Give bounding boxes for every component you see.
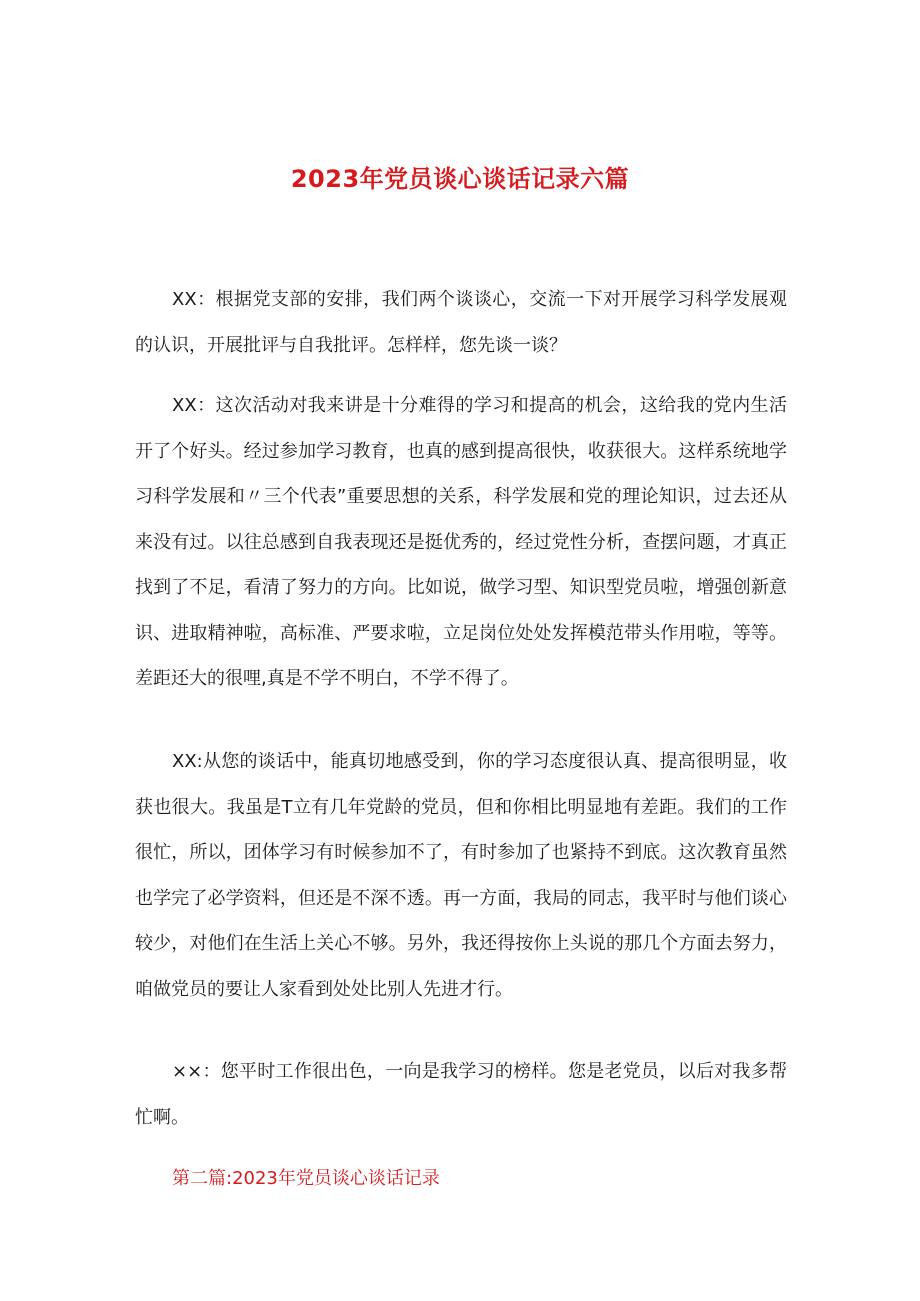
document-title: 2023年党员谈心谈话记录六篇 — [290, 165, 630, 194]
paragraph-2: XX：这次活动对我来讲是十分难得的学习和提高的机会，这给我的党内生活开了个好头。经过参加学习教育，也真的感到提高很快，收获很大。这样系统地学习科学发展和〃三个代表”重要思想的关系，科学发展和党的理论知识，过去还从来没有过。以往总感到自我表现还是挺优秀的，经过党性分析，查摆问题，才真正找到了不足，看清了努力的方向。比如说，做学习型、知识型党员啦，增强创新意识、进取精神啦，高标准、严要求啦，立足岗位处处发挥模范带头作用啦，等等。差距还大的很哩,真是不学不明白，不学不得了。 — [135, 395, 787, 689]
paragraph-1: XX：根据党支部的安排，我们两个谈谈心，交流一下对开展学习科学发展观的认识，开展批评与自我批评。怎样样，您先谈一谈？ — [135, 289, 787, 356]
paragraph-3: XX:从您的谈话中，能真切地感受到，你的学习态度很认真、提高很明显，收获也很大。我虽是T立有几年党龄的党员，但和你相比明显地有差距。我们的工作很忙，所以，团体学习有时候参加不了，有时参加了也紧持不到底。这次教育虽然也学完了必学资料，但还是不深不透。再一方面，我局的同志，我平时与他们谈心较少，对他们在生活上关心不够。另外，我还得按你上头说的那几个方面去努力，咱做党员的要让人家看到处处比别人先进才行。 — [135, 751, 787, 1000]
section-heading-part-two: 第二篇:2023年党员谈心谈话记录 — [172, 1168, 440, 1189]
paragraph-4: ××：您平时工作很出色，一向是我学习的榜样。您是老党员，以后对我多帮忙啊。 — [135, 1061, 787, 1128]
